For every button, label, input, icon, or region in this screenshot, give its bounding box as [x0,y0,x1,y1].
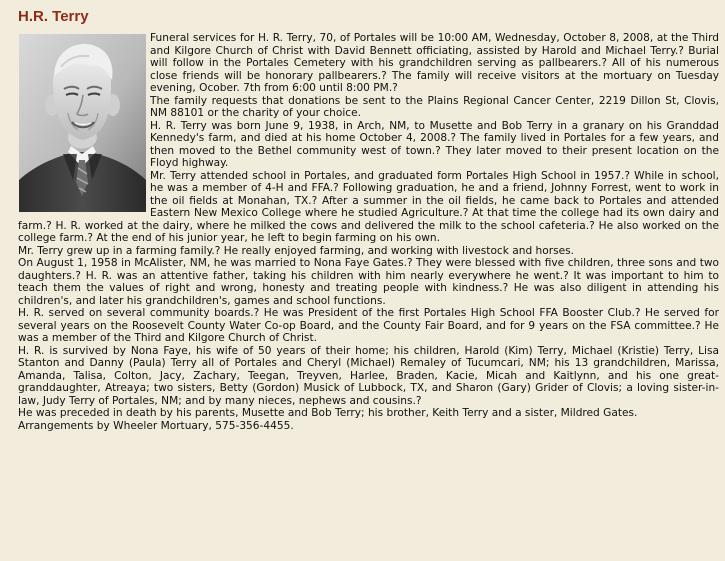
obituary-paragraph-service: H. R. served on several community boards.? He was President of the first Portales High School FFA Booster Club.? He served for several years on the Roosevelt County Water Co-op Board, and the County Fair Board, and for 9 years on the FSA committee.? He was a member of the Third and Kilgore Church of Christ. [18,307,719,344]
obituary-paragraph-donations: The family requests that donations be sent to the Plains Regional Cancer Center, 2219 Dillon St, Clovis, NM 88101 or the charity of your choice. [150,94,719,119]
obituary-paragraph-survivors: H. R. is survived by Nona Faye, his wife of 50 years of their home; his children, Harold (Kim) Terry, Michael (Kristie) Terry, Lisa Stanton and Danny (Paula) Terry all of Portales and Cheryl (Michael) Remaley of Tucumcari, NM; his 13 grandchildren, Marissa, Amanda, Talisa, Colton, Jacy, Zachary, Teegan, Treyven, Harlee, Braden, Kacie, Micah and Kaitlynn, and his one great-granddaughter, Atreaya; two sisters, Betty (Gordon) Musick of Lubbock, TX, and Sharon (Gary) Grider of Clovis; a loving sister-in-law, Judy Terry of Portales, NM; and by many nieces, nephews and cousins.? [18,344,719,407]
obituary-paragraph-arrangements: Arrangements by Wheeler Mortuary, 575-356-4455. [18,419,294,432]
portrait-photo [19,34,146,212]
obituary-title: H.R. Terry [18,8,89,25]
obituary-paragraph-farming: Mr. Terry grew up in a farming family.? He really enjoyed farming, and working with livestock and horses. [18,244,575,257]
obituary-paragraph-funeral: Funeral services for H. R. Terry, 70, of Portales will be 10:00 AM, Wednesday, October 8, 2008, at the Third and Kilgore Church of Christ with David Bennett officiating, assisted by Harold and Michael Terry.? Burial will follow in the Portales Cemetery with his grandchildren serving as pallbearers.? All of his numerous close friends will be honorary pallbearers.? The family will receive visitors at the mortuary on Tuesday evening, Ocober. 7th from 6:00 until 8:00 PM.? [150,32,719,94]
obituary-paragraph-education: Mr. Terry attended school in Portales, and graduated form Portales High School in 1957.? While in school, he was a member of 4-H and FFA.? Following graduation, he and a friend, Johnny Forrest, went to work in the oil fields at Monahan, TX.? After a summer in the oil fields, he came back to Portales and attended Eastern New Mexico College where he studied Agriculture.? At that time the college had its own dairy and farm.? H. R. worked at the dairy, where he milked the cows and delivered the milk to the school cafeteria.? He also worked on the college farm.? At the end of his junior year, he left to begin farming on his own. [18,169,719,244]
obituary-paragraph-preceded: He was preceded in death by his parents, Musette and Bob Terry; his brother, Keith Terry and a sister, Mildred Gates. [18,407,638,419]
obituary-paragraph-family: On August 1, 1958 in McAlister, NM, he was married to Nona Faye Gates.? They were blessed with five children, three sons and two daughters.? H. R. was an attentive father, taking his children with him nearly everywhere he went.? It was important to him to teach them the values of right and wrong, honesty and treating people with kindness.? He was also diligent in attending his children's, and later his grandchildren's, games and school functions. [18,257,719,307]
obituary-paragraph-early-life: H. R. Terry was born June 9, 1938, in Arch, NM, to Musette and Bob Terry in a granary on his Granddad Kennedy's farm, and died at his home October 4, 2008.? The family lived in Portales for a few years, and then moved to the Bethel community west of town.? They later moved to their present location on the Floyd highway. [150,119,719,169]
portrait-photo-icon [19,34,146,212]
